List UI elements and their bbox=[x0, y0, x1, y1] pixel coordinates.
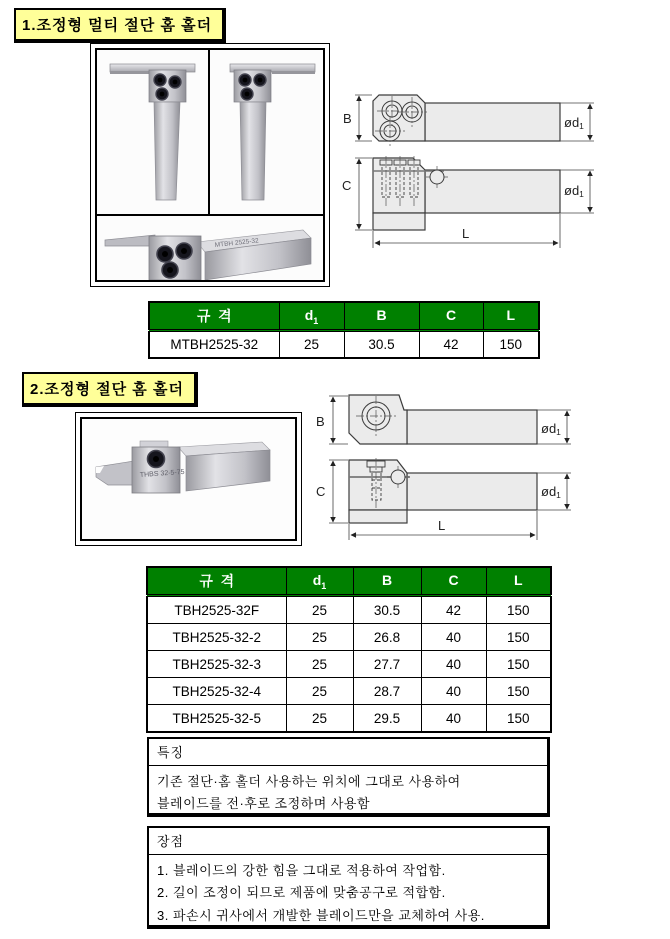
dim-label-d1-top: ød1 bbox=[541, 421, 561, 437]
advantage-box bbox=[147, 826, 550, 929]
product-photo-horizontal-view bbox=[97, 216, 323, 280]
section1-photo-inner-frame bbox=[95, 48, 325, 282]
table-row: TBH2525-32-5 25 29.5 40 150 bbox=[147, 705, 551, 733]
section2-title: 2.조정형 절단 홈 홀더 bbox=[22, 372, 198, 407]
table-row: TBH2525-32-3 25 27.7 40 150 bbox=[147, 651, 551, 678]
dim-label-l: L bbox=[438, 518, 446, 533]
table1-header-row bbox=[149, 302, 539, 331]
section1-title: 1.조정형 멀티 절단 홈 홀더 bbox=[14, 8, 226, 43]
advantage-line: 3. 파손시 귀사에서 개발한 블레이드만을 교체하여 사용. bbox=[157, 907, 485, 923]
technical-drawing-single-holder bbox=[310, 388, 670, 546]
spec-table-multi-holder bbox=[148, 301, 540, 359]
advantage-box-body bbox=[149, 855, 547, 931]
col-l: L bbox=[483, 302, 539, 331]
dimension-c bbox=[329, 460, 348, 523]
col-spec: 규 격 bbox=[149, 302, 279, 331]
col-b: B bbox=[344, 302, 419, 331]
advantage-line: 1. 블레이드의 강한 힘을 그대로 적용하여 작업함. bbox=[157, 863, 446, 878]
col-d1: $d_1$ bbox=[279, 302, 344, 331]
feature-box-title: 특징 bbox=[149, 739, 547, 766]
feature-line: 기존 절단·홈 홀더 사용하는 위치에 그대로 사용하여 bbox=[157, 774, 461, 789]
dimension-b bbox=[329, 396, 348, 444]
dim-label-c: C bbox=[316, 484, 326, 499]
table2-header-row bbox=[147, 567, 551, 596]
col-b: B bbox=[353, 567, 421, 596]
advantage-box-title: 장점 bbox=[149, 828, 547, 855]
dim-label-b: B bbox=[343, 111, 352, 126]
dim-label-b: B bbox=[316, 414, 325, 429]
section2-photo-inner-frame bbox=[80, 417, 297, 541]
dim-label-l: L bbox=[462, 226, 470, 241]
feature-line: 블레이드를 전·후로 조정하며 사용함 bbox=[157, 796, 371, 812]
col-c: C bbox=[419, 302, 483, 331]
col-d1: $d_1$ bbox=[286, 567, 353, 596]
engraving-text: MTBH 2525-32 bbox=[214, 237, 260, 249]
col-l: L bbox=[486, 567, 551, 596]
table-row: MTBH2525-32 25 30.5 42 150 bbox=[149, 331, 539, 359]
product-photo-single-holder bbox=[82, 419, 293, 537]
technical-drawing-multi-holder bbox=[338, 78, 670, 253]
feature-box bbox=[147, 737, 550, 817]
col-spec: 규 격 bbox=[147, 567, 286, 596]
dimension-b bbox=[355, 95, 372, 141]
engraving-text: THBS 32-5-75 bbox=[139, 468, 185, 479]
dim-label-d1-bottom: ød1 bbox=[564, 183, 584, 199]
product-photo-side-view bbox=[210, 50, 323, 216]
dim-label-c: C bbox=[342, 178, 352, 193]
section2-photo-frame bbox=[75, 412, 302, 546]
table-row: TBH2525-32F 25 30.5 42 150 bbox=[147, 596, 551, 624]
section1-photo-frame bbox=[90, 43, 330, 287]
advantage-line: 2. 길이 조정이 되므로 제품에 맞춤공구로 적합함. bbox=[157, 885, 446, 901]
table-row: TBH2525-32-4 25 28.7 40 150 bbox=[147, 678, 551, 705]
dim-label-d1-top: ød1 bbox=[564, 115, 584, 131]
spec-table-single-holder bbox=[146, 566, 552, 733]
table-row: TBH2525-32-2 25 26.8 40 150 bbox=[147, 624, 551, 651]
dim-label-d1-bottom: ød1 bbox=[541, 484, 561, 500]
dimension-c bbox=[355, 158, 372, 230]
col-c: C bbox=[421, 567, 486, 596]
product-photo-front-view bbox=[97, 50, 210, 216]
feature-box-body bbox=[149, 766, 547, 820]
